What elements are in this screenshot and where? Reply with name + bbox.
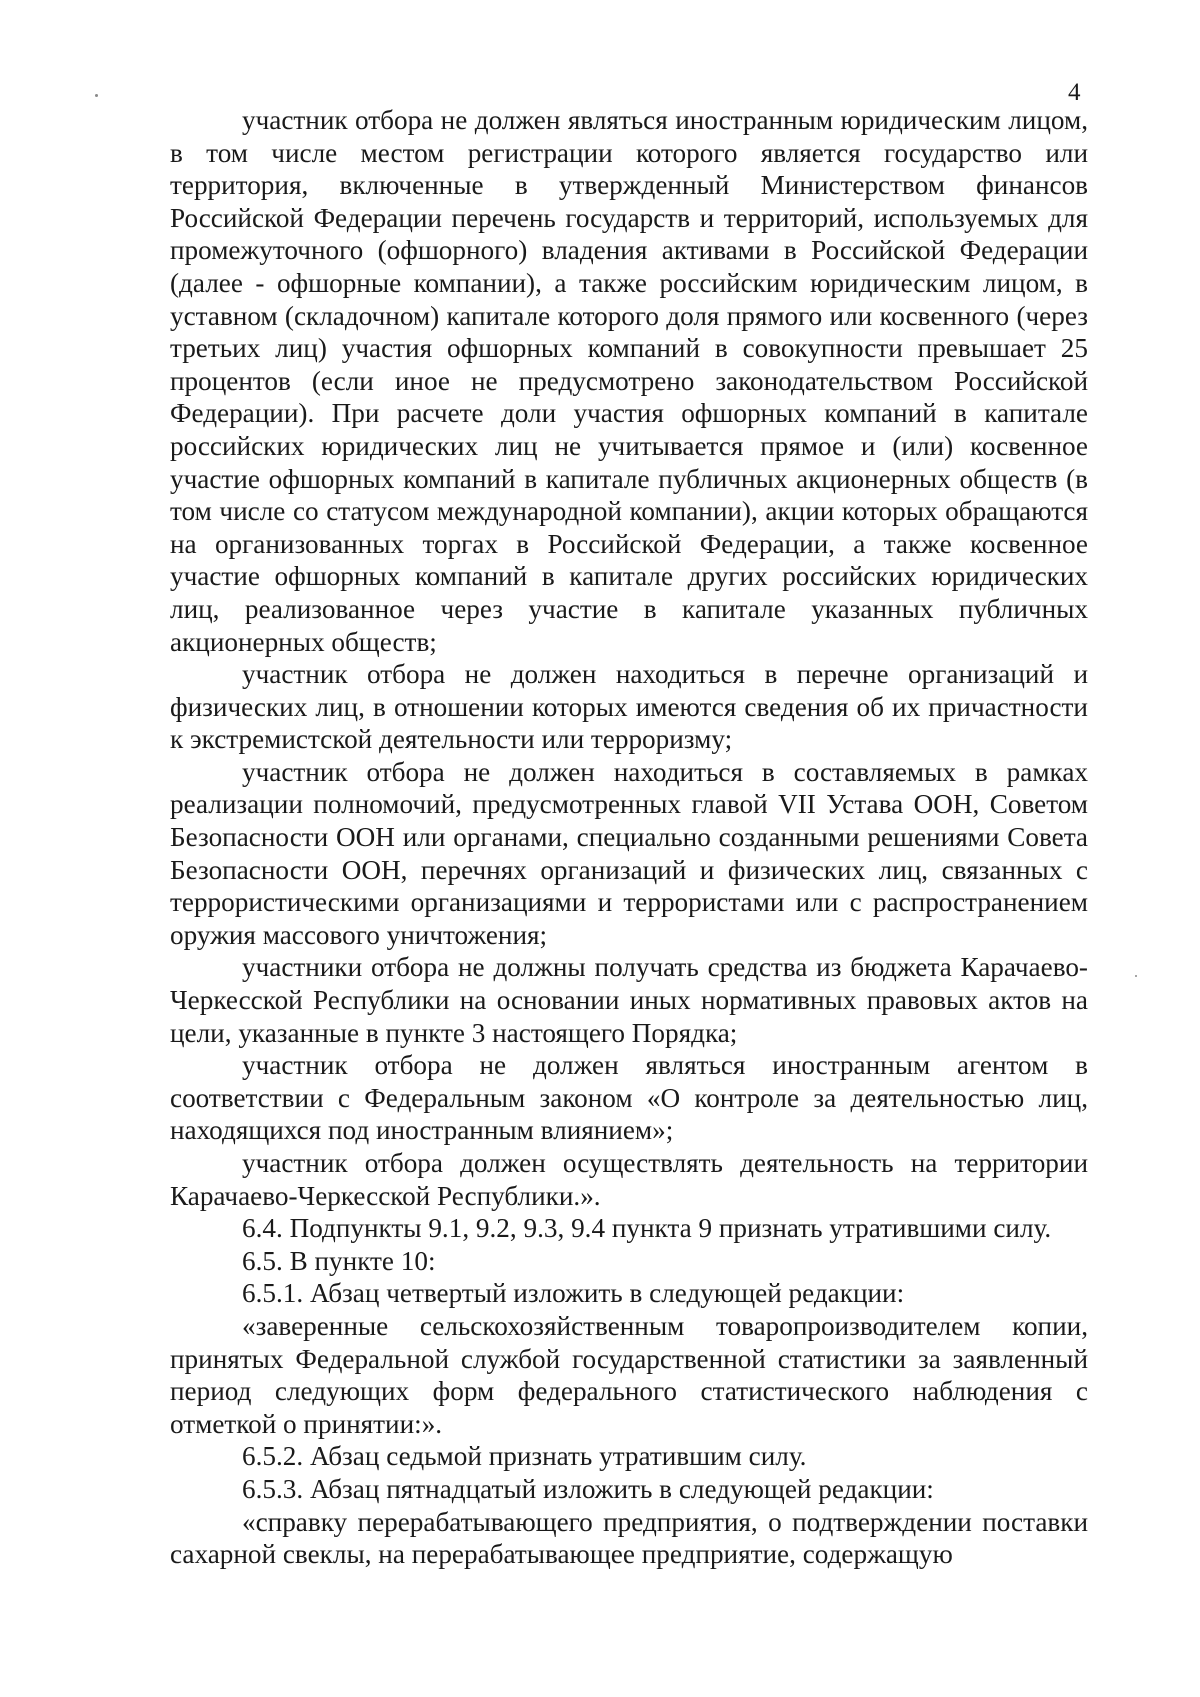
paragraph-6-5-2: 6.5.2. Абзац седьмой признать утратившим силу. <box>242 1441 807 1472</box>
paragraph-offshore-requirement: участник отбора не должен являться иностранным юридическим лицом, в том числе местом регистрации которого является государство или территория, включенные в утвержденный Министерством финансов Российской Федерации перечень государств и территорий, используемых для промежуточного (офшорного) владения активами в Российской Федерации (далее - офшорные компании), а также российским юридическим лицом, в уставном (складочном) капитале которого доля прямого или косвенного (через третьих лиц) участия офшорных компаний в совокупности превышает 25 процентов (если иное не предусмотрено законодательством Российской Федерации). При расчете доли участия офшорных компаний в капитале российских юридических лиц не учитывается прямое и (или) косвенное участие офшорных компаний в капитале публичных акционерных обществ (в том числе со статусом международной компании), акции которых обращаются на организованных торгах в Российской Федерации, а также косвенное участие офшорных компаний в капитале других российских юридических лиц, реализованное через участие в капитале указанных публичных акционерных обществ; <box>170 105 1088 657</box>
paragraph-territory: участник отбора должен осуществлять деятельность на территории Карачаево-Черкесской Республики.». <box>170 1148 1088 1211</box>
page-number: 4 <box>1068 79 1081 106</box>
paragraph-statistics-forms: «заверенные сельскохозяйственным товаропроизводителем копии, принятых Федеральной службой государственной статистики за заявленный период следующих форм федерального статистического наблюдения с отметкой о принятии:». <box>170 1310 1088 1439</box>
paragraph-6-4: 6.4. Подпункты 9.1, 9.2, 9.3, 9.4 пункта 9 признать утратившими силу. <box>242 1213 1052 1244</box>
paragraph-extremism-list: участник отбора не должен находиться в перечне организаций и физических лиц, в отношении которых имеются сведения об их причастности к экстремистской деятельности или терроризму; <box>170 659 1088 755</box>
paragraph-processor-certificate: «справку перерабатывающего предприятия, о подтверждении поставки сахарной свеклы, на перерабатывающее предприятие, содержащую <box>170 1506 1088 1570</box>
paragraph-un-sanctions: участник отбора не должен находиться в составляемых в рамках реализации полномочий, предусмотренных главой VII Устава ООН, Советом Безопасности ООН или органами, специально созданными решениями Совета Безопасности ООН, перечнях организаций и физических лиц, связанных с террористическими организациями и террористами или с распространением оружия массового уничтожения; <box>170 756 1088 950</box>
paragraph-budget-funds: участники отбора не должны получать средства из бюджета Карачаево-Черкесской Республики на основании иных нормативных правовых актов на цели, указанные в пункте 3 настоящего Порядка; <box>170 952 1088 1048</box>
paragraph-foreign-agent: участник отбора не должен являться иностранным агентом в соответствии с Федеральным законом «О контроле за деятельностью лиц, находящихся под иностранным влиянием»; <box>170 1050 1088 1146</box>
scan-speck <box>1135 975 1137 977</box>
paragraph-6-5: 6.5. В пункте 10: <box>242 1245 436 1276</box>
document-body <box>170 104 1088 1571</box>
paragraph-6-5-1: 6.5.1. Абзац четвертый изложить в следующей редакции: <box>242 1278 905 1309</box>
paragraph-6-5-3: 6.5.3. Абзац пятнадцатый изложить в следующей редакции: <box>242 1473 934 1504</box>
scan-speck <box>95 94 98 97</box>
